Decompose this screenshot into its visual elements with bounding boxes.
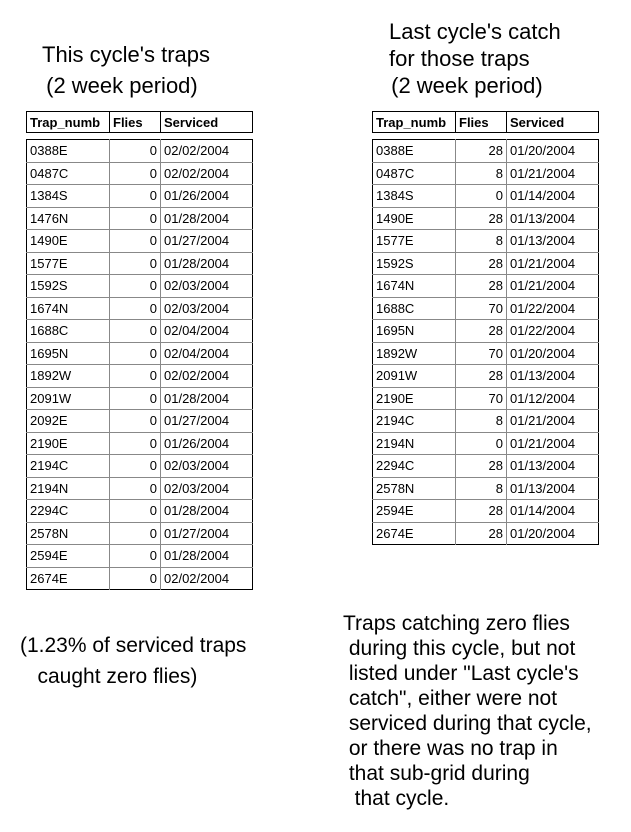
serviced-date-cell: 02/02/2004 bbox=[164, 570, 230, 586]
serviced-date-cell: 02/03/2004 bbox=[161, 455, 253, 478]
table-row bbox=[373, 410, 599, 433]
table-row bbox=[27, 545, 253, 568]
table-row bbox=[373, 230, 599, 253]
trap-number-cell: 1592S bbox=[27, 275, 110, 298]
serviced-date-cell: 01/22/2004 bbox=[507, 297, 599, 320]
flies-cell: 28 bbox=[456, 320, 507, 343]
serviced-date-cell: 02/02/2004 bbox=[161, 140, 253, 163]
table-row bbox=[373, 297, 599, 320]
trap-number-cell: 1577E bbox=[27, 252, 110, 275]
table-row bbox=[373, 162, 599, 185]
serviced-date-cell: 01/26/2004 bbox=[161, 432, 253, 455]
trap-number-cell: 2578N bbox=[373, 477, 456, 500]
right-note-line: listed under "Last cycle's bbox=[343, 662, 579, 685]
flies-cell: 28 bbox=[456, 522, 507, 545]
table-row bbox=[373, 477, 599, 500]
flies-cell: 28 bbox=[456, 275, 507, 298]
flies-cell: 8 bbox=[456, 410, 507, 433]
table-row bbox=[27, 230, 253, 253]
left-note-line2: caught zero flies) bbox=[20, 665, 198, 688]
right-col-serviced-header: Serviced bbox=[507, 112, 599, 133]
serviced-date-cell: 01/28/2004 bbox=[161, 207, 253, 230]
flies-cell: 8 bbox=[456, 477, 507, 500]
table-row bbox=[373, 320, 599, 343]
serviced-date-cell: 01/20/2004 bbox=[507, 342, 599, 365]
table-row bbox=[27, 140, 253, 163]
flies-cell: 0 bbox=[110, 252, 161, 275]
table-row bbox=[373, 342, 599, 365]
serviced-date-cell: 01/20/2004 bbox=[510, 525, 576, 541]
serviced-date-cell: 01/28/2004 bbox=[161, 545, 253, 568]
trap-number-cell: 1490E bbox=[27, 230, 110, 253]
serviced-date-cell: 01/21/2004 bbox=[507, 432, 599, 455]
table-row bbox=[27, 207, 253, 230]
serviced-date-cell: 01/13/2004 bbox=[507, 477, 599, 500]
serviced-date-cell: 02/02/2004 bbox=[161, 162, 253, 185]
table-row bbox=[27, 162, 253, 185]
flies-cell: 0 bbox=[110, 140, 161, 163]
trap-number-cell: 2092E bbox=[27, 410, 110, 433]
right-note-line: that cycle. bbox=[343, 787, 450, 810]
flies-cell: 0 bbox=[456, 185, 507, 208]
table-row bbox=[27, 500, 253, 523]
right-note-line: Traps catching zero flies bbox=[343, 612, 570, 635]
right-col-flies-header: Flies bbox=[456, 112, 507, 133]
flies-cell: 0 bbox=[110, 297, 161, 320]
flies-cell: 70 bbox=[456, 342, 507, 365]
serviced-date-cell: 01/14/2004 bbox=[507, 500, 599, 523]
flies-cell: 0 bbox=[110, 230, 161, 253]
trap-number-cell: 0388E bbox=[373, 140, 456, 163]
right-note-line: catch", either were not bbox=[343, 687, 558, 710]
trap-number-cell: 1592S bbox=[373, 252, 456, 275]
trap-number-cell: 2194C bbox=[373, 410, 456, 433]
table-row bbox=[27, 567, 253, 590]
flies-cell: 0 bbox=[110, 522, 161, 545]
right-col-trap-header: Trap_numb bbox=[373, 112, 456, 133]
right-note-line: or there was no trap in bbox=[343, 737, 558, 760]
table-row bbox=[27, 477, 253, 500]
right-heading-line1: Last cycle's catch bbox=[389, 19, 561, 44]
flies-cell: 0 bbox=[110, 185, 161, 208]
flies-cell: 8 bbox=[456, 230, 507, 253]
flies-cell: 0 bbox=[110, 320, 161, 343]
table-row bbox=[27, 185, 253, 208]
table-row bbox=[373, 185, 599, 208]
trap-number-cell: 1695N bbox=[373, 320, 456, 343]
serviced-date-cell: 01/21/2004 bbox=[507, 252, 599, 275]
left-col-serviced-header: Serviced bbox=[161, 112, 253, 133]
right-note-line: during this cycle, but not bbox=[343, 637, 576, 660]
trap-number-cell: 2294C bbox=[373, 455, 456, 478]
flies-cell: 0 bbox=[110, 162, 161, 185]
serviced-date-cell: 02/03/2004 bbox=[161, 275, 253, 298]
trap-number-cell: 1695N bbox=[27, 342, 110, 365]
serviced-date-cell: 01/13/2004 bbox=[507, 365, 599, 388]
trap-number-cell: 1577E bbox=[373, 230, 456, 253]
table-row bbox=[27, 522, 253, 545]
serviced-date-cell: 01/13/2004 bbox=[507, 230, 599, 253]
table-row bbox=[27, 320, 253, 343]
flies-cell: 28 bbox=[456, 207, 507, 230]
flies-cell: 0 bbox=[456, 432, 507, 455]
trap-number-cell: 1688C bbox=[27, 320, 110, 343]
trap-number-cell: 1490E bbox=[373, 207, 456, 230]
table-row bbox=[27, 297, 253, 320]
trap-number-cell: 0487C bbox=[27, 162, 110, 185]
table-row bbox=[27, 410, 253, 433]
trap-number-cell: 2594E bbox=[27, 545, 110, 568]
left-heading-line2: (2 week period) bbox=[40, 73, 198, 98]
trap-number-cell: 2674E bbox=[27, 567, 110, 590]
flies-cell: 0 bbox=[110, 432, 161, 455]
trap-number-cell: 1688C bbox=[373, 297, 456, 320]
serviced-date-cell: 01/21/2004 bbox=[507, 275, 599, 298]
left-data-table bbox=[26, 139, 253, 590]
serviced-date-cell: 02/02/2004 bbox=[161, 365, 253, 388]
trap-number-cell: 1892W bbox=[373, 342, 456, 365]
right-data-table bbox=[372, 139, 599, 545]
trap-number-cell: 2294C bbox=[27, 500, 110, 523]
trap-number-cell: 2194N bbox=[27, 477, 110, 500]
table-row bbox=[27, 365, 253, 388]
serviced-date-cell: 02/03/2004 bbox=[161, 477, 253, 500]
table-row bbox=[373, 387, 599, 410]
serviced-date-cell: 01/27/2004 bbox=[161, 230, 253, 253]
trap-number-cell: 0487C bbox=[373, 162, 456, 185]
left-col-flies-header: Flies bbox=[110, 112, 161, 133]
trap-number-cell: 1674N bbox=[373, 275, 456, 298]
flies-cell: 0 bbox=[110, 545, 161, 568]
trap-number-cell: 0388E bbox=[27, 140, 110, 163]
trap-number-cell: 2091W bbox=[27, 387, 110, 410]
table-row bbox=[373, 500, 599, 523]
table-row bbox=[27, 455, 253, 478]
table-row bbox=[373, 207, 599, 230]
trap-number-cell: 2194C bbox=[27, 455, 110, 478]
table-row bbox=[27, 252, 253, 275]
flies-cell: 0 bbox=[110, 500, 161, 523]
serviced-date-cell: 01/28/2004 bbox=[161, 387, 253, 410]
flies-cell: 70 bbox=[456, 387, 507, 410]
flies-cell: 0 bbox=[110, 342, 161, 365]
trap-number-cell: 2194N bbox=[373, 432, 456, 455]
table-row bbox=[373, 365, 599, 388]
table-row bbox=[373, 140, 599, 163]
serviced-date-cell: 01/12/2004 bbox=[507, 387, 599, 410]
table-row bbox=[373, 252, 599, 275]
flies-cell: 28 bbox=[456, 140, 507, 163]
flies-cell: 0 bbox=[110, 387, 161, 410]
trap-number-cell: 2578N bbox=[27, 522, 110, 545]
serviced-date-cell: 01/21/2004 bbox=[507, 410, 599, 433]
left-table-header bbox=[26, 111, 253, 133]
serviced-date-cell: 01/27/2004 bbox=[161, 410, 253, 433]
flies-cell: 28 bbox=[456, 500, 507, 523]
serviced-date-cell: 01/13/2004 bbox=[507, 207, 599, 230]
flies-cell: 0 bbox=[110, 567, 161, 590]
serviced-date-cell: 01/20/2004 bbox=[507, 140, 599, 163]
table-row bbox=[373, 455, 599, 478]
trap-number-cell: 1476N bbox=[27, 207, 110, 230]
trap-number-cell: 1674N bbox=[27, 297, 110, 320]
right-heading-line2: for those traps bbox=[389, 46, 530, 71]
serviced-date-cell: 01/13/2004 bbox=[507, 455, 599, 478]
flies-cell: 0 bbox=[110, 477, 161, 500]
flies-cell: 28 bbox=[456, 365, 507, 388]
flies-cell: 8 bbox=[456, 162, 507, 185]
right-note-line: that sub-grid during bbox=[343, 762, 530, 785]
flies-cell: 70 bbox=[456, 297, 507, 320]
left-col-trap-header: Trap_numb bbox=[27, 112, 110, 133]
serviced-date-cell: 01/27/2004 bbox=[161, 522, 253, 545]
trap-number-cell: 2091W bbox=[373, 365, 456, 388]
right-heading-line3: (2 week period) bbox=[385, 73, 543, 98]
table-row bbox=[27, 275, 253, 298]
table-row bbox=[27, 387, 253, 410]
serviced-date-cell: 01/28/2004 bbox=[161, 252, 253, 275]
table-row bbox=[27, 432, 253, 455]
right-note-line: serviced during that cycle, bbox=[343, 712, 592, 735]
trap-number-cell: 2190E bbox=[373, 387, 456, 410]
trap-number-cell: 1384S bbox=[27, 185, 110, 208]
table-row bbox=[27, 342, 253, 365]
flies-cell: 0 bbox=[110, 365, 161, 388]
left-note-line1: (1.23% of serviced traps bbox=[20, 634, 247, 657]
serviced-date-cell: 01/14/2004 bbox=[507, 185, 599, 208]
trap-number-cell: 2674E bbox=[373, 522, 456, 545]
serviced-date-cell: 01/26/2004 bbox=[161, 185, 253, 208]
left-heading-line1: This cycle's traps bbox=[42, 42, 211, 67]
flies-cell: 0 bbox=[110, 455, 161, 478]
trap-number-cell: 2190E bbox=[27, 432, 110, 455]
right-note bbox=[343, 611, 592, 811]
serviced-date-cell: 01/28/2004 bbox=[161, 500, 253, 523]
flies-cell: 28 bbox=[456, 252, 507, 275]
serviced-date-cell: 01/22/2004 bbox=[507, 320, 599, 343]
flies-cell: 28 bbox=[456, 455, 507, 478]
flies-cell: 0 bbox=[110, 207, 161, 230]
serviced-date-cell: 02/04/2004 bbox=[161, 320, 253, 343]
right-table-header bbox=[372, 111, 599, 133]
trap-number-cell: 1892W bbox=[27, 365, 110, 388]
serviced-date-cell: 02/03/2004 bbox=[161, 297, 253, 320]
serviced-date-cell: 01/21/2004 bbox=[507, 162, 599, 185]
flies-cell: 0 bbox=[110, 275, 161, 298]
table-row bbox=[373, 275, 599, 298]
table-row bbox=[373, 432, 599, 455]
serviced-date-cell: 02/04/2004 bbox=[161, 342, 253, 365]
flies-cell: 0 bbox=[110, 410, 161, 433]
trap-number-cell: 1384S bbox=[373, 185, 456, 208]
trap-number-cell: 2594E bbox=[373, 500, 456, 523]
table-row bbox=[373, 522, 599, 545]
